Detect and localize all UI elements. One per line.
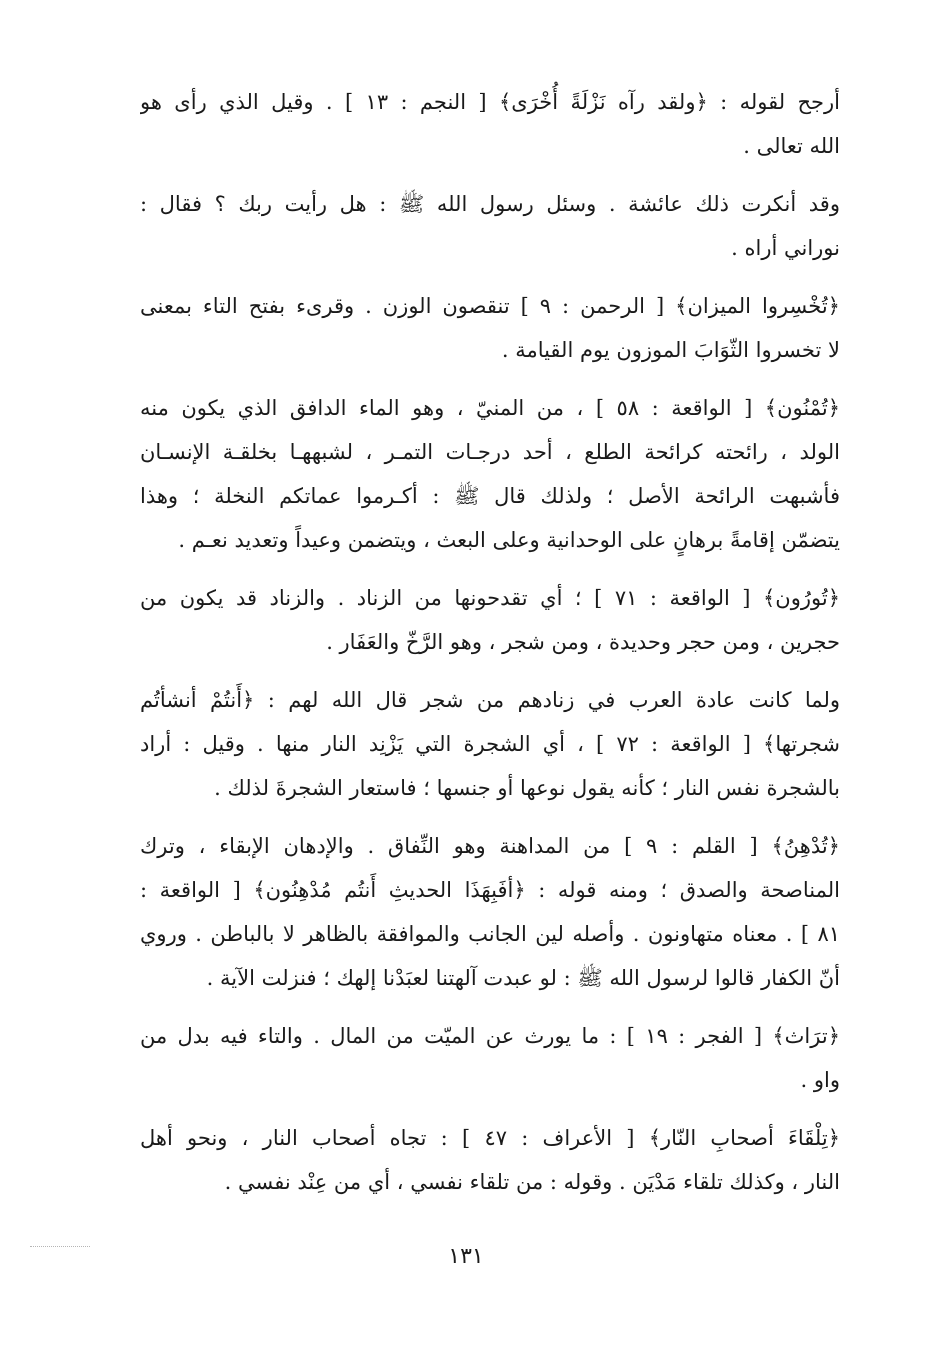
- text-line: حجرين ، ومن حجر وحديدة ، ومن شجر ، وهو الرَّخّ والعَفَار .: [326, 630, 840, 654]
- text-line: وقد أنكرت ذلك عائشة . وسئل رسول الله ﷺ : هل رأيت ربك ؟ فقال :: [140, 192, 840, 216]
- text-line: ولما كانت عادة العرب في زنادهم من شجر قال الله لهم : ﴿أَنتُمْ أنشأتُم: [140, 688, 840, 712]
- text-line: ﴿تُمْنُون﴾ [ الواقعة : ٥٨ ] ، من المنيّ ، وهو الماء الدافق الذي يكون منه: [140, 396, 840, 420]
- page-number: ١٣١: [448, 1244, 484, 1269]
- text-line: يتضمّن إقامةً برهانٍ على الوحدانية وعلى البعث ، ويتضمن وعيداً وتعديد نعـم .: [178, 528, 840, 552]
- text-line: أنّ الكفار قالوا لرسول الله ﷺ : لو عبدت آلهتنا لعبَدْنا إلهك ؛ فنزلت الآية .: [206, 966, 840, 990]
- text-line: نوراني أراه .: [731, 236, 840, 260]
- paragraph: [140, 678, 840, 810]
- paragraph: [140, 284, 840, 372]
- text-line: النار ، وكذلك تلقاء مَدْيَن . وقوله : من تلقاء نفسي ، أي من عِنْد نفسي .: [224, 1170, 840, 1194]
- paragraph: [140, 1116, 840, 1204]
- text-line: واو .: [800, 1068, 840, 1092]
- text-line: لا تخسروا الثّوَابَ الموزون يوم القيامة .: [501, 338, 840, 362]
- paragraph: [140, 1014, 840, 1102]
- text-line: ﴿تِلْقَاءَ أصحابِ النّار﴾ [ الأعراف : ٤٧ ] : تجاه أصحاب النار ، ونحو أهل: [140, 1126, 840, 1150]
- paragraph: [140, 386, 840, 562]
- paragraph: [140, 576, 840, 664]
- paragraph: [140, 182, 840, 270]
- text-line: ﴿تُورُون﴾ [ الواقعة : ٧١ ] ؛ أي تقدحونها من الزناد . والزناد قد يكون من: [140, 586, 840, 610]
- text-line: الولد ، رائحته كرائحة الطلع ، أحد درجـات التمـر ، لشبههـا بخلقـة الإنسـان: [140, 440, 840, 464]
- paragraph: [140, 824, 840, 1000]
- text-line: ٨١ ] . معناه متهاونون . وأصله لين الجانب والموافقة بالظاهر لا بالباطن . وروي: [140, 922, 840, 946]
- text-line: فأشبهت الرائحة الأصل ؛ ولذلك قال ﷺ : أكـرموا عماتكم النخلة ؛ وهذا: [140, 484, 840, 508]
- text-line: ﴿تُخْسِروا الميزان﴾ [ الرحمن : ٩ ] تنقصون الوزن . وقرىء بفتح التاء بمعنى: [140, 294, 840, 318]
- paragraph: [140, 80, 840, 168]
- text-line: المناصحة والصدق ؛ ومنه قوله : ﴿أفَبِهَذَا الحديثِ أَنتُم مُدْهِنُون﴾ [ الواقعة :: [140, 878, 840, 902]
- text-line: أرجح لقوله : ﴿ولقد رآه نَزْلَةً أُخْرَى﴾ [ النجم : ١٣ ] . وقيل الذي رأى هو: [140, 90, 840, 114]
- text-line: الله تعالى .: [743, 134, 840, 158]
- text-line: شجرتها﴾ [ الواقعة : ٧٢ ] ، أي الشجرة التي يَزْنِد النار منها . وقيل : أراد: [140, 732, 840, 756]
- main-text: [140, 80, 840, 1218]
- text-line: بالشجرة نفس النار ؛ كأنه يقول نوعها أو جنسها ؛ فاستعار الشجرةَ لذلك .: [214, 776, 840, 800]
- text-line: ﴿ترَاث﴾ [ الفجر : ١٩ ] : ما يورث عن الميّت من المال . والتاء فيه بدل من: [140, 1024, 840, 1048]
- text-line: ﴿تُدْهِنُ﴾ [ القلم : ٩ ] من المداهنة وهو النِّفاق . والإدهان الإبقاء ، وترك: [140, 834, 840, 858]
